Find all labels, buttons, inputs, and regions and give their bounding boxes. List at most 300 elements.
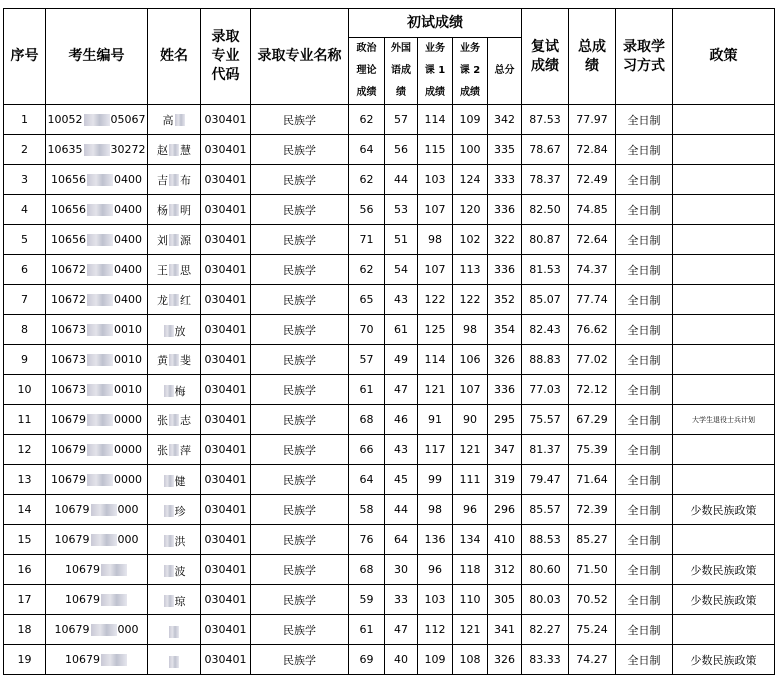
cell-politics: 59 [349, 585, 385, 615]
cell-seq: 13 [4, 465, 46, 495]
header-prelim: 初试成绩 [349, 9, 522, 38]
cell-politics: 61 [349, 375, 385, 405]
exam-no-prefix: 10679 [65, 653, 100, 666]
cell-retest: 81.37 [522, 435, 569, 465]
table-body [4, 105, 775, 675]
header-overall [569, 9, 616, 105]
header-overall-line1: 总成 [578, 38, 607, 55]
cell-seq: 4 [4, 195, 46, 225]
name-last: 萍 [180, 443, 191, 457]
redaction-blur [91, 624, 117, 636]
cell-major-name: 民族学 [251, 645, 349, 675]
table-row [4, 495, 775, 525]
header-total: 总分 [488, 38, 522, 105]
cell-major-code: 030401 [201, 255, 251, 285]
redaction-blur [87, 294, 113, 306]
cell-course2: 122 [453, 285, 488, 315]
header-study-mode-line2: 习方式 [623, 57, 666, 74]
exam-no-suffix: 0400 [114, 263, 142, 276]
cell-politics: 58 [349, 495, 385, 525]
exam-no-prefix: 10679 [54, 503, 90, 516]
cell-foreign: 43 [385, 435, 418, 465]
cell-overall: 70.52 [569, 585, 616, 615]
cell-course2: 102 [453, 225, 488, 255]
cell-overall: 85.27 [569, 525, 616, 555]
redaction-blur [169, 264, 179, 276]
cell-foreign: 61 [385, 315, 418, 345]
cell-seq: 5 [4, 225, 46, 255]
header-foreign-line1: 外国 [391, 43, 411, 54]
cell-course1: 103 [418, 585, 453, 615]
cell-exam-no [46, 375, 148, 405]
cell-total: 336 [488, 255, 522, 285]
table-row [4, 165, 775, 195]
cell-course1: 112 [418, 615, 453, 645]
exam-no-suffix: 0400 [114, 203, 142, 216]
cell-seq: 16 [4, 555, 46, 585]
cell-total: 352 [488, 285, 522, 315]
redaction-blur [87, 384, 113, 396]
name-last: 健 [174, 474, 186, 488]
cell-seq: 14 [4, 495, 46, 525]
cell-course2: 121 [453, 615, 488, 645]
cell-course1: 103 [418, 165, 453, 195]
cell-seq: 7 [4, 285, 46, 315]
cell-course1: 107 [418, 255, 453, 285]
redaction-blur [169, 204, 179, 216]
cell-major-code: 030401 [201, 585, 251, 615]
cell-policy [673, 255, 775, 285]
name-last: 珍 [174, 504, 186, 518]
exam-no-suffix: 0400 [114, 233, 142, 246]
cell-major-name: 民族学 [251, 345, 349, 375]
cell-exam-no [46, 615, 148, 645]
cell-name [148, 495, 201, 525]
header-course1-line2: 课 1 [424, 65, 446, 76]
cell-study-mode: 全日制 [616, 615, 673, 645]
cell-major-name: 民族学 [251, 285, 349, 315]
cell-exam-no [46, 225, 148, 255]
cell-politics: 70 [349, 315, 385, 345]
cell-total: 335 [488, 135, 522, 165]
cell-exam-no [46, 315, 148, 345]
header-seq: 序号 [4, 9, 46, 105]
cell-foreign: 64 [385, 525, 418, 555]
cell-policy [673, 435, 775, 465]
cell-study-mode: 全日制 [616, 645, 673, 675]
cell-policy [673, 345, 775, 375]
name-first: 赵 [157, 143, 168, 157]
cell-study-mode: 全日制 [616, 375, 673, 405]
table-row [4, 585, 775, 615]
table-row [4, 315, 775, 345]
exam-no-suffix: 000 [117, 533, 139, 546]
cell-foreign: 30 [385, 555, 418, 585]
redaction-blur [91, 534, 117, 546]
header-foreign-line2: 语成 [391, 65, 411, 76]
cell-course1: 114 [418, 345, 453, 375]
exam-no-suffix: 0400 [114, 293, 142, 306]
exam-no-suffix: 0000 [114, 443, 142, 456]
cell-exam-no [46, 255, 148, 285]
redaction-blur [164, 385, 174, 397]
name-last: 斐 [180, 353, 191, 367]
cell-course1: 91 [418, 405, 453, 435]
redaction-blur [164, 535, 174, 547]
redaction-blur [84, 114, 110, 126]
name-last: 明 [180, 203, 191, 217]
cell-policy [673, 135, 775, 165]
cell-overall: 72.39 [569, 495, 616, 525]
cell-course1: 125 [418, 315, 453, 345]
cell-major-name: 民族学 [251, 195, 349, 225]
redaction-blur [91, 504, 117, 516]
cell-major-name: 民族学 [251, 435, 349, 465]
cell-study-mode: 全日制 [616, 585, 673, 615]
header-retest-line1: 复试 [531, 38, 560, 55]
header-foreign [385, 38, 418, 105]
exam-no-prefix: 10679 [54, 533, 90, 546]
header-major-name: 录取专业名称 [251, 9, 349, 105]
cell-politics: 64 [349, 135, 385, 165]
cell-total: 305 [488, 585, 522, 615]
cell-policy [673, 165, 775, 195]
exam-no-prefix: 10656 [51, 203, 86, 216]
cell-name [148, 135, 201, 165]
table-row [4, 135, 775, 165]
exam-no-suffix: 000 [117, 623, 139, 636]
cell-foreign: 33 [385, 585, 418, 615]
cell-exam-no [46, 405, 148, 435]
header-major-code-line2: 专业 [211, 48, 240, 64]
cell-study-mode: 全日制 [616, 465, 673, 495]
cell-politics: 57 [349, 345, 385, 375]
name-last: 慧 [180, 143, 191, 157]
cell-course2: 90 [453, 405, 488, 435]
cell-name [148, 615, 201, 645]
table-row [4, 195, 775, 225]
cell-politics: 68 [349, 555, 385, 585]
cell-course2: 106 [453, 345, 488, 375]
cell-name [148, 345, 201, 375]
exam-no-prefix: 10052 [47, 113, 83, 126]
cell-exam-no [46, 555, 148, 585]
header-course2 [453, 38, 488, 105]
cell-course1: 136 [418, 525, 453, 555]
cell-major-code: 030401 [201, 465, 251, 495]
cell-study-mode: 全日制 [616, 435, 673, 465]
cell-foreign: 47 [385, 615, 418, 645]
header-course1 [418, 38, 453, 105]
header-study-mode-line1: 录取学 [623, 38, 666, 55]
redaction-blur [169, 144, 179, 156]
cell-policy: 少数民族政策 [673, 585, 775, 615]
exam-no-prefix: 10635 [47, 143, 83, 156]
cell-total: 312 [488, 555, 522, 585]
cell-retest: 85.07 [522, 285, 569, 315]
cell-foreign: 44 [385, 165, 418, 195]
cell-study-mode: 全日制 [616, 405, 673, 435]
cell-policy [673, 105, 775, 135]
cell-course2: 107 [453, 375, 488, 405]
table-row [4, 345, 775, 375]
cell-study-mode: 全日制 [616, 555, 673, 585]
cell-major-name: 民族学 [251, 225, 349, 255]
cell-major-name: 民族学 [251, 135, 349, 165]
redaction-blur [87, 264, 113, 276]
header-major-code-line1: 录取 [211, 29, 240, 45]
cell-seq: 1 [4, 105, 46, 135]
cell-total: 342 [488, 105, 522, 135]
cell-course2: 120 [453, 195, 488, 225]
cell-name [148, 645, 201, 675]
cell-major-name: 民族学 [251, 555, 349, 585]
cell-total: 326 [488, 645, 522, 675]
table-row [4, 225, 775, 255]
cell-name [148, 375, 201, 405]
cell-total: 336 [488, 375, 522, 405]
cell-retest: 80.87 [522, 225, 569, 255]
cell-retest: 77.03 [522, 375, 569, 405]
cell-policy [673, 465, 775, 495]
cell-seq: 2 [4, 135, 46, 165]
cell-politics: 62 [349, 165, 385, 195]
cell-study-mode: 全日制 [616, 225, 673, 255]
cell-exam-no [46, 135, 148, 165]
cell-course2: 111 [453, 465, 488, 495]
cell-overall: 75.24 [569, 615, 616, 645]
name-first: 王 [157, 263, 168, 277]
redaction-blur [101, 654, 127, 666]
cell-foreign: 45 [385, 465, 418, 495]
header-course1-line1: 业务 [425, 43, 445, 54]
header-policy: 政策 [673, 9, 775, 105]
cell-major-code: 030401 [201, 345, 251, 375]
redaction-blur [87, 204, 113, 216]
table-row [4, 555, 775, 585]
cell-politics: 64 [349, 465, 385, 495]
table-row [4, 465, 775, 495]
redaction-blur [87, 414, 113, 426]
cell-course1: 114 [418, 105, 453, 135]
cell-policy [673, 525, 775, 555]
cell-name [148, 255, 201, 285]
name-last: 梅 [174, 384, 186, 398]
cell-retest: 83.33 [522, 645, 569, 675]
name-first: 黄 [157, 353, 168, 367]
name-last: 波 [174, 564, 186, 578]
cell-policy: 少数民族政策 [673, 555, 775, 585]
cell-foreign: 54 [385, 255, 418, 285]
cell-policy: 少数民族政策 [673, 495, 775, 525]
name-first: 高 [162, 113, 174, 127]
header-politics-line3: 成绩 [356, 87, 377, 98]
cell-policy [673, 285, 775, 315]
cell-overall: 76.62 [569, 315, 616, 345]
redaction-blur [87, 234, 113, 246]
header-politics-line2: 理论 [356, 65, 377, 76]
table-row [4, 255, 775, 285]
cell-foreign: 51 [385, 225, 418, 255]
cell-course1: 98 [418, 495, 453, 525]
cell-major-code: 030401 [201, 375, 251, 405]
exam-no-prefix: 10673 [51, 383, 86, 396]
cell-policy [673, 615, 775, 645]
cell-overall: 77.02 [569, 345, 616, 375]
cell-name [148, 225, 201, 255]
exam-no-prefix: 10679 [65, 593, 100, 606]
cell-retest: 82.27 [522, 615, 569, 645]
header-politics [349, 38, 385, 105]
cell-course1: 98 [418, 225, 453, 255]
cell-total: 295 [488, 405, 522, 435]
cell-major-name: 民族学 [251, 405, 349, 435]
name-last: 洪 [174, 534, 186, 548]
redaction-blur [164, 475, 174, 487]
cell-total: 319 [488, 465, 522, 495]
cell-policy: 大学生退役士兵计划 [673, 405, 775, 435]
cell-retest: 81.53 [522, 255, 569, 285]
table-row [4, 405, 775, 435]
cell-study-mode: 全日制 [616, 495, 673, 525]
cell-course1: 109 [418, 645, 453, 675]
name-last: 放 [174, 324, 186, 338]
cell-overall: 77.97 [569, 105, 616, 135]
cell-overall: 74.37 [569, 255, 616, 285]
header-name: 姓名 [148, 9, 201, 105]
cell-retest: 78.37 [522, 165, 569, 195]
redaction-blur [169, 354, 179, 366]
cell-name [148, 435, 201, 465]
cell-retest: 78.67 [522, 135, 569, 165]
cell-major-code: 030401 [201, 435, 251, 465]
redaction-blur [169, 626, 179, 638]
cell-course2: 109 [453, 105, 488, 135]
header-course2-line2: 课 2 [459, 65, 481, 76]
cell-policy [673, 195, 775, 225]
cell-overall: 71.64 [569, 465, 616, 495]
cell-overall: 71.50 [569, 555, 616, 585]
exam-no-prefix: 10656 [51, 173, 86, 186]
cell-study-mode: 全日制 [616, 195, 673, 225]
cell-study-mode: 全日制 [616, 255, 673, 285]
cell-major-name: 民族学 [251, 255, 349, 285]
exam-no-prefix: 10679 [51, 443, 86, 456]
name-last: 布 [180, 173, 191, 187]
cell-retest: 82.50 [522, 195, 569, 225]
redaction-blur [169, 656, 179, 668]
header-course2-line1: 业务 [460, 43, 480, 54]
cell-course1: 107 [418, 195, 453, 225]
cell-overall: 72.49 [569, 165, 616, 195]
cell-policy [673, 225, 775, 255]
cell-foreign: 44 [385, 495, 418, 525]
cell-name [148, 285, 201, 315]
table-row [4, 435, 775, 465]
cell-course2: 108 [453, 645, 488, 675]
cell-retest: 80.03 [522, 585, 569, 615]
table-row [4, 375, 775, 405]
cell-major-code: 030401 [201, 405, 251, 435]
redaction-blur [84, 144, 110, 156]
cell-seq: 3 [4, 165, 46, 195]
cell-total: 322 [488, 225, 522, 255]
exam-no-suffix: 0010 [114, 383, 142, 396]
redaction-blur [87, 354, 113, 366]
name-first: 吉 [157, 173, 168, 187]
cell-course2: 121 [453, 435, 488, 465]
cell-foreign: 43 [385, 285, 418, 315]
redaction-blur [169, 444, 179, 456]
cell-total: 341 [488, 615, 522, 645]
name-last: 红 [180, 293, 191, 307]
exam-no-prefix: 10672 [51, 263, 86, 276]
cell-course1: 115 [418, 135, 453, 165]
redaction-blur [101, 594, 127, 606]
cell-name [148, 405, 201, 435]
cell-major-name: 民族学 [251, 585, 349, 615]
exam-no-prefix: 10679 [51, 413, 86, 426]
table-row [4, 645, 775, 675]
cell-retest: 85.57 [522, 495, 569, 525]
cell-overall: 75.39 [569, 435, 616, 465]
redaction-blur [87, 174, 113, 186]
header-overall-line2: 绩 [585, 57, 600, 74]
cell-foreign: 46 [385, 405, 418, 435]
cell-study-mode: 全日制 [616, 105, 673, 135]
cell-foreign: 53 [385, 195, 418, 225]
cell-name [148, 555, 201, 585]
cell-policy [673, 375, 775, 405]
cell-course1: 122 [418, 285, 453, 315]
table-row [4, 615, 775, 645]
cell-seq: 19 [4, 645, 46, 675]
header-major-code-line3: 代码 [211, 67, 240, 83]
cell-total: 336 [488, 195, 522, 225]
cell-major-code: 030401 [201, 615, 251, 645]
cell-exam-no [46, 165, 148, 195]
name-last: 琼 [174, 594, 186, 608]
table-row [4, 105, 775, 135]
redaction-blur [164, 565, 174, 577]
cell-name [148, 195, 201, 225]
cell-politics: 62 [349, 105, 385, 135]
cell-total: 326 [488, 345, 522, 375]
cell-study-mode: 全日制 [616, 135, 673, 165]
cell-politics: 56 [349, 195, 385, 225]
admission-table [3, 8, 775, 675]
cell-overall: 72.64 [569, 225, 616, 255]
cell-major-code: 030401 [201, 555, 251, 585]
header-course1-line3: 成绩 [425, 87, 445, 98]
cell-name [148, 105, 201, 135]
cell-major-name: 民族学 [251, 315, 349, 345]
exam-no-suffix: 0010 [114, 353, 142, 366]
cell-course2: 96 [453, 495, 488, 525]
cell-retest: 87.53 [522, 105, 569, 135]
cell-study-mode: 全日制 [616, 345, 673, 375]
cell-politics: 65 [349, 285, 385, 315]
cell-seq: 6 [4, 255, 46, 285]
name-first: 张 [157, 443, 168, 457]
cell-course2: 110 [453, 585, 488, 615]
cell-politics: 61 [349, 615, 385, 645]
cell-politics: 69 [349, 645, 385, 675]
cell-major-code: 030401 [201, 525, 251, 555]
exam-no-prefix: 10679 [51, 473, 86, 486]
name-first: 张 [157, 413, 168, 427]
exam-no-suffix: 0010 [114, 323, 142, 336]
